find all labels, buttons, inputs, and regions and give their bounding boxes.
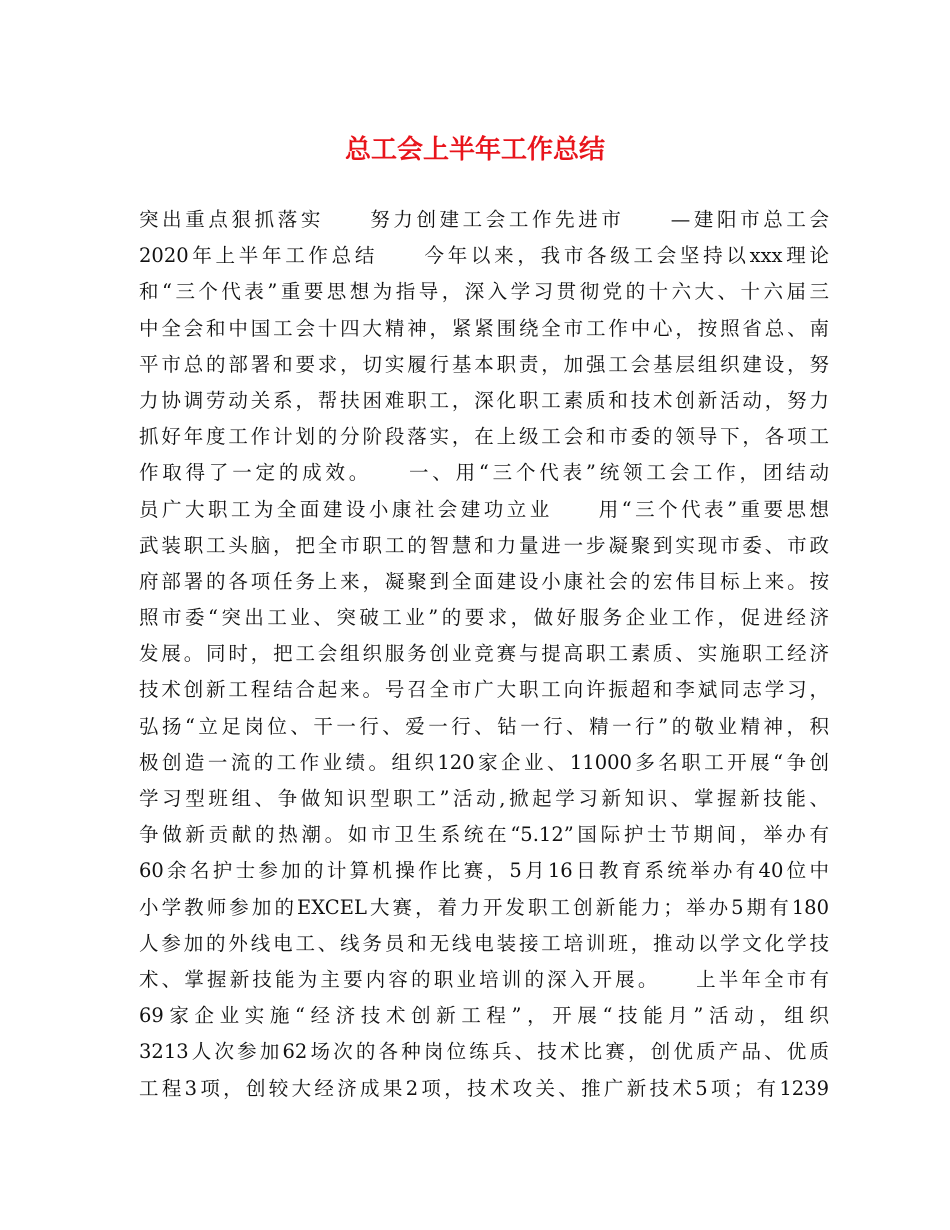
body-line: 2020年上半年工作总结 今年以来，我市各级工会坚持以xxx理论 xyxy=(139,244,829,268)
body-line: 中全会和中国工会十四大精神，紧紧围绕全市工作中心，按照省总、南 xyxy=(139,316,829,340)
body-line: 和“三个代表”重要思想为指导，深入学习贯彻党的十六大、十六届三 xyxy=(139,280,829,304)
body-line: 府部署的各项任务上来，凝聚到全面建设小康社会的宏伟目标上来。按 xyxy=(139,569,829,593)
body-line: 员广大职工为全面建设小康社会建功立业 用“三个代表”重要思想 xyxy=(139,497,829,521)
body-line: 发展。同时，把工会组织服务创业竞赛与提高职工素质、实施职工经济 xyxy=(139,642,829,666)
document-title: 总工会上半年工作总结 xyxy=(344,135,605,165)
body-line: 学习型班组、争做知识型职工”活动,掀起学习新知识、掌握新技能、 xyxy=(139,787,829,810)
body-line: 技术创新工程结合起来。号召全市广大职工向许振超和李斌同志学习， xyxy=(139,678,829,702)
body-line: 弘扬“立足岗位、干一行、爱一行、钻一行、精一行”的敬业精神，积 xyxy=(139,714,829,738)
body-line: 69家企业实施“经济技术创新工程”，开展“技能月”活动，组织 xyxy=(139,1004,829,1028)
body-line: 人参加的外线电工、线务员和无线电装接工培训班，推动以学文化学技 xyxy=(139,931,829,955)
body-line: 武装职工头脑，把全市职工的智慧和力量进一步凝聚到实现市委、市政 xyxy=(139,533,829,557)
body-line: 工程3项，创较大经济成果2项，技术攻关、推广新技术5项；有1239 xyxy=(139,1076,829,1100)
body-line: 极创造一流的工作业绩。组织120家企业、11000多名职工开展“争创 xyxy=(139,750,829,774)
body-line: 3213人次参加62场次的各种岗位练兵、技术比赛，创优质产品、优质 xyxy=(139,1040,829,1064)
body-line: 术、掌握新技能为主要内容的职业培训的深入开展。 上半年全市有 xyxy=(139,967,829,991)
body-line: 照市委“突出工业、突破工业”的要求，做好服务企业工作，促进经济 xyxy=(139,606,829,630)
body-line: 60余名护士参加的计算机操作比赛，5月16日教育系统举办有40位中 xyxy=(139,859,829,883)
body-line: 作取得了一定的成效。 一、用“三个代表”统领工会工作，团结动 xyxy=(139,461,829,485)
body-line: 平市总的部署和要求，切实履行基本职责，加强工会基层组织建设，努 xyxy=(139,352,829,376)
body-line: 争做新贡献的热潮。如市卫生系统在“5.12”国际护士节期间，举办有 xyxy=(139,823,829,847)
body-line: 力协调劳动关系，帮扶困难职工，深化职工素质和技术创新活动，努力 xyxy=(139,388,829,412)
document-body xyxy=(139,202,829,1107)
body-line: 突出重点狠抓落实 努力创建工会工作先进市 —建阳市总工会 xyxy=(139,208,829,231)
body-line: 抓好年度工作计划的分阶段落实，在上级工会和市委的领导下，各项工 xyxy=(139,425,829,449)
body-line: 小学教师参加的EXCEL大赛，着力开发职工创新能力；举办5期有180 xyxy=(139,895,829,919)
